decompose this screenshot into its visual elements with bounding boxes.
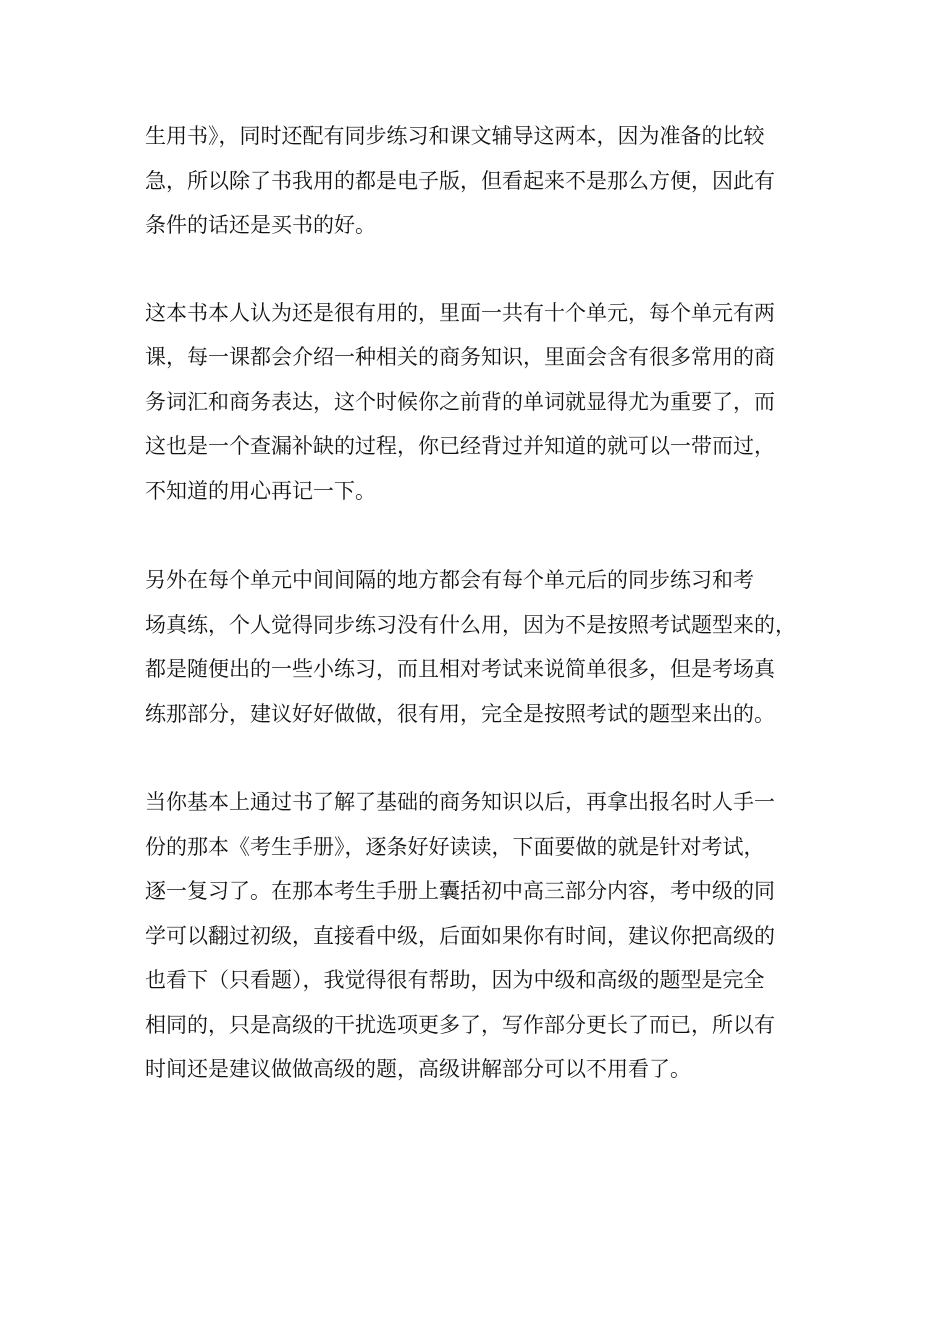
text-line: 课，每一课都会介绍一种相关的商务知识，里面会含有很多常用的商 bbox=[145, 345, 775, 369]
paragraph-2 bbox=[145, 291, 808, 514]
text-line: 当你基本上通过书了解了基础的商务知识以后，再拿出报名时人手一 bbox=[145, 790, 775, 814]
text-line: 场真练，个人觉得同步练习没有什么用，因为不是按照考试题型来的， bbox=[145, 612, 796, 637]
text-line: 学可以翻过初级，直接看中级，后面如果你有时间，建议你把高级的 bbox=[145, 923, 775, 948]
text-line: 生用书》，同时还配有同步练习和课文辅导这两本，因为准备的比较 bbox=[145, 124, 765, 148]
paragraph-3 bbox=[145, 558, 808, 736]
text-line: 时间还是建议做做高级的题，高级讲解部分可以不用看了。 bbox=[145, 1057, 691, 1081]
paragraph-4 bbox=[145, 780, 808, 1092]
text-line: 条件的话还是买书的好。 bbox=[145, 213, 376, 237]
text-line: 不知道的用心再记一下。 bbox=[145, 478, 376, 503]
text-line: 这也是一个查漏补缺的过程，你已经背过并知道的就可以一带而过， bbox=[145, 434, 775, 458]
text-line: 相同的，只是高级的干扰选项更多了，写作部分更长了而已，所以有 bbox=[145, 1012, 775, 1037]
text-line: 这本书本人认为还是很有用的，里面一共有十个单元，每个单元有两 bbox=[145, 300, 775, 325]
text-line: 另外在每个单元中间间隔的地方都会有每个单元后的同步练习和考 bbox=[145, 568, 754, 592]
text-line: 练那部分，建议好好做做，很有用，完全是按照考试的题型来出的。 bbox=[145, 701, 775, 726]
document-body bbox=[145, 114, 808, 1092]
text-line: 务词汇和商务表达，这个时候你之前背的单词就显得尤为重要了，而 bbox=[145, 389, 775, 414]
text-line: 份的那本《考生手册》，逐条好好读读，下面要做的就是针对考试， bbox=[145, 834, 765, 859]
paragraph-1 bbox=[145, 114, 808, 248]
text-line: 逐一复习了。在那本考生手册上囊括初中高三部分内容，考中级的同 bbox=[145, 879, 775, 903]
text-line: 都是随便出的一些小练习，而且相对考试来说简单很多，但是考场真 bbox=[145, 657, 775, 681]
text-line: 也看下（只看题），我觉得很有帮助，因为中级和高级的题型是完全 bbox=[145, 968, 765, 992]
text-line: 急，所以除了书我用的都是电子版，但看起来不是那么方便，因此有 bbox=[145, 168, 775, 193]
